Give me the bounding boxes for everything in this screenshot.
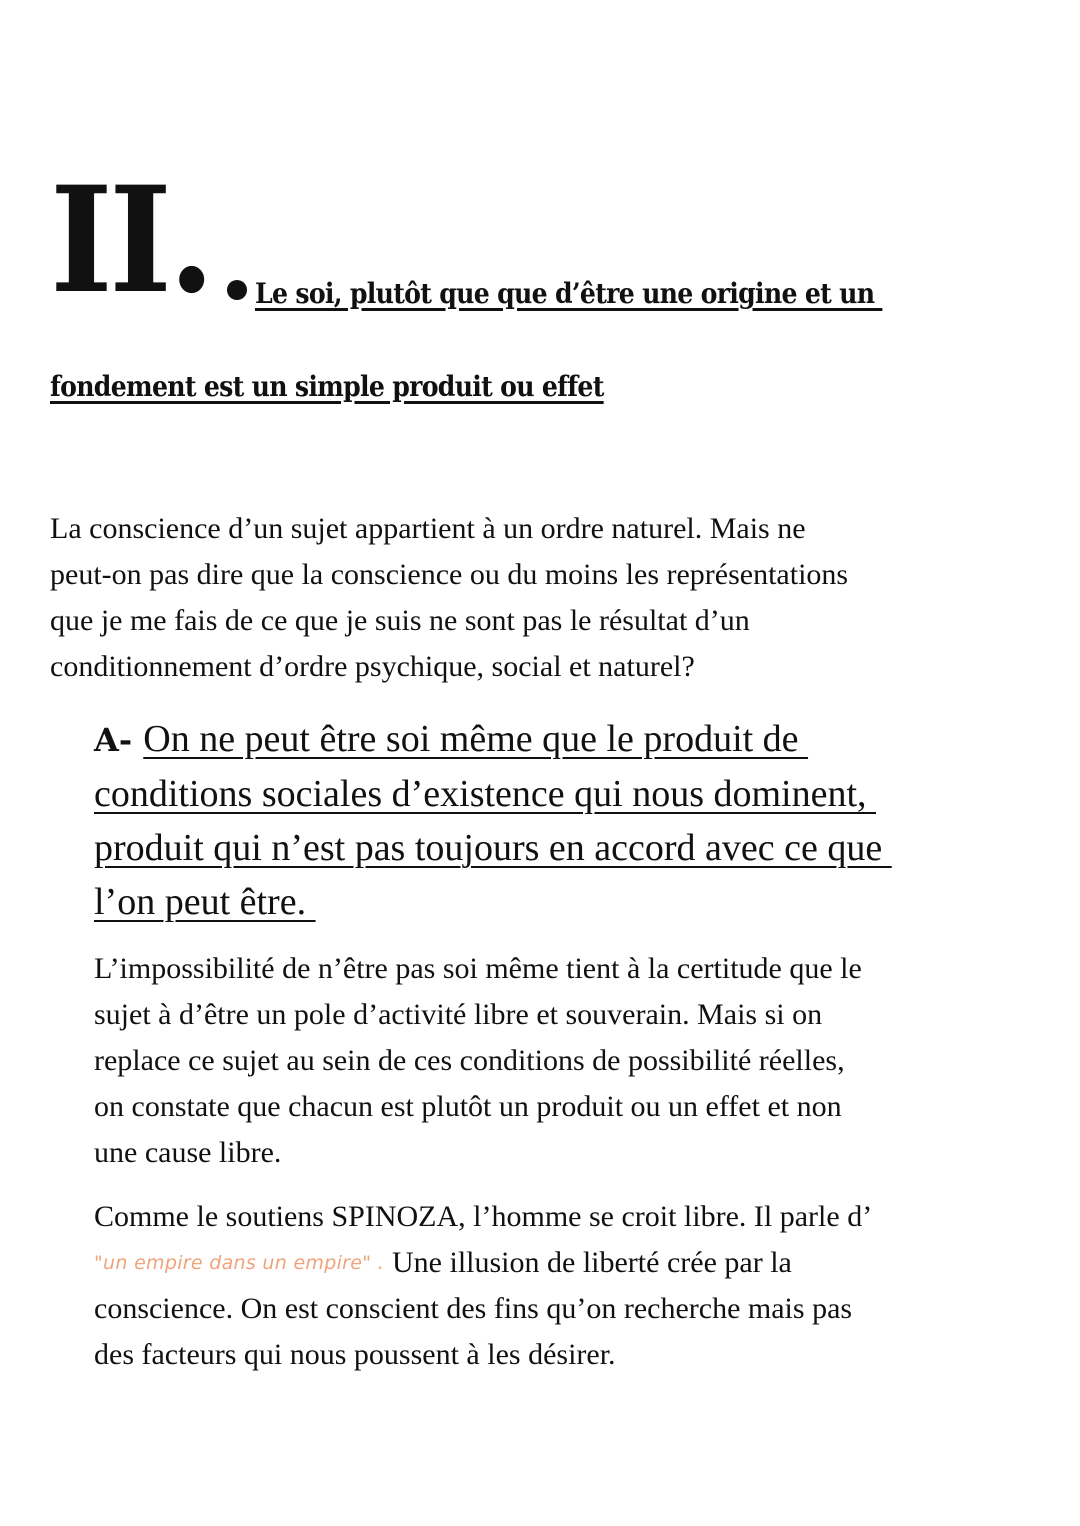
paragraph-spinoza xyxy=(94,1194,872,1378)
subsection-title-line: produit qui n’est pas toujours en accord avec ce que xyxy=(94,827,892,869)
text-fragment: Une illusion de liberté crée par la xyxy=(392,1246,792,1279)
text-line: conditionnement d’ordre psychique, social et naturel? xyxy=(50,650,695,683)
paragraph-impossibilite xyxy=(94,946,862,1176)
section-title-line-2: fondement est un simple produit ou effet xyxy=(50,370,604,403)
subsection-title-line: l’on peut être. xyxy=(94,881,316,923)
section-numeral: II. xyxy=(50,155,212,326)
text-line: La conscience d’un sujet appartient à un ordre naturel. Mais ne xyxy=(50,512,806,545)
text-line: peut-on pas dire que la conscience ou du moins les représentations xyxy=(50,558,849,591)
section-title-line-1: Le soi, plutôt que que d’être une origine et un xyxy=(255,277,883,310)
text-line: L’impossibilité de n’être pas soi même tient à la certitude que le xyxy=(94,952,862,985)
text-line: sujet à d’être un pole d’activité libre et souverain. Mais si on xyxy=(94,998,823,1031)
spinoza-quote: "un empire dans un empire" . xyxy=(94,1252,385,1274)
subsection-a-heading xyxy=(94,712,892,929)
text-line: conscience. On est conscient des fins qu’on recherche mais pas xyxy=(94,1292,853,1325)
text-line: des facteurs qui nous poussent à les désirer. xyxy=(94,1338,616,1371)
subsection-marker: A- xyxy=(94,721,144,759)
intro-paragraph xyxy=(50,506,848,690)
section-heading xyxy=(50,155,1050,326)
bullet-icon xyxy=(227,280,247,300)
text-line: on constate que chacun est plutôt un produit ou un effet et non xyxy=(94,1090,842,1123)
text-line: replace ce sujet au sein de ces conditions de possibilité réelles, xyxy=(94,1044,845,1077)
text-line: Comme le soutiens SPINOZA, l’homme se croit libre. Il parle d’ xyxy=(94,1200,873,1233)
subsection-title-line: On ne peut être soi même que le produit de xyxy=(143,718,809,760)
subsection-title-line: conditions sociales d’existence qui nous dominent, xyxy=(94,773,877,815)
text-line: que je me fais de ce que je suis ne sont pas le résultat d’un xyxy=(50,604,750,637)
text-line: une cause libre. xyxy=(94,1136,282,1169)
